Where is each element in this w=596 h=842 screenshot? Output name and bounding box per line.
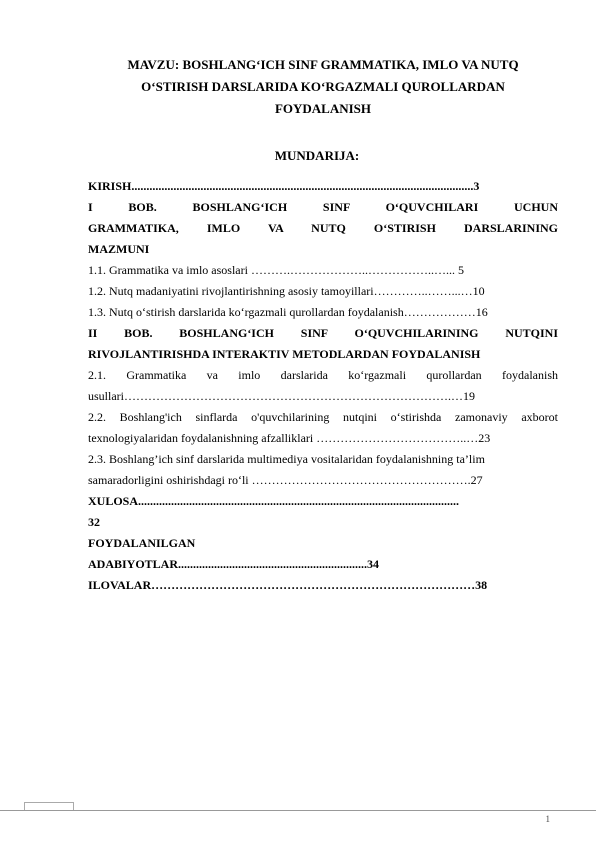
toc-chapter-1-line-3: MAZMUNI bbox=[88, 242, 150, 256]
toc-entry-kirish: KIRISH..................................................................................................................3 bbox=[88, 179, 480, 193]
toc-entry-1-3: 1.3. Nutq o‘stirish darslarida ko‘rgazmali qurollardan foydalanish………………16 bbox=[88, 305, 488, 319]
title-line-1: MAVZU: BOSHLANG‘ICH SINF GRAMMATIKA, IMLO VA NUTQ bbox=[127, 57, 519, 72]
toc-entry-2-1-line-1: 2.1. Grammatika va imlo darslarida ko‘rgazmali qurollardan foydalanish bbox=[88, 368, 558, 382]
footer-divider bbox=[0, 810, 596, 811]
toc-chapter-1-line-1: I BOB. BOSHLANG‘ICH SINF O‘QUVCHILARI UCHUN bbox=[88, 200, 558, 214]
title-line-3: FOYDALANISH bbox=[274, 101, 372, 116]
toc-chapter-2-line-1: II BOB. BOSHLANG‘ICH SINF O‘QUVCHILARINING NUTQINI bbox=[88, 326, 558, 340]
toc-entry-adabiyotlar-line-2: ADABIYOTLAR...............................................................34 bbox=[88, 557, 380, 571]
toc-entry-xulosa-line-2: 32 bbox=[88, 515, 100, 529]
toc-entry-2-2-line-2: texnologiyalaridan foydalanishning afzalliklari ………………………………..…23 bbox=[88, 431, 491, 445]
document-title bbox=[88, 54, 558, 120]
toc-entry-1-1: 1.1. Grammatika va imlo asoslari ……….………………..……………..…... 5 bbox=[88, 263, 464, 277]
toc-heading: MUNDARIJA: bbox=[274, 148, 360, 163]
toc-entry-xulosa-line-1: XULOSA........................................................................................................... bbox=[88, 494, 460, 508]
toc-chapter-2-line-2: RIVOJLANTIRISHDA INTERAKTIV METODLARDAN FOYDALANISH bbox=[88, 347, 481, 361]
toc-entry-adabiyotlar-line-1: FOYDALANILGAN bbox=[88, 536, 196, 550]
toc-entry-ilovalar: ILOVALAR………………………………………………………………………38 bbox=[88, 578, 488, 592]
toc-chapter-1-line-2: GRAMMATIKA, IMLO VA NUTQ O‘STIRISH DARSLARINING bbox=[88, 221, 558, 235]
toc-entry-2-1-line-2: usullari……………………………………………………………………….…19 bbox=[88, 389, 475, 403]
toc-entry-2-2-line-1: 2.2. Boshlang'ich sinflarda o'quvchilarining nutqini o‘stirishda zamonaviy axborot bbox=[88, 410, 558, 424]
page-number: 1 bbox=[545, 814, 550, 824]
title-line-2: O‘STIRISH DARSLARIDA KO‘RGAZMALI QUROLLARDAN bbox=[141, 79, 505, 94]
toc-entry-2-3-line-2: samaradorligini oshirishdagi ro‘li ……………………………………………….27 bbox=[88, 473, 483, 487]
table-of-contents bbox=[88, 176, 558, 596]
toc-entry-2-3-line-1: 2.3. Boshlang’ich sinf darslarida multimediya vositalaridan foydalanishning ta’lim bbox=[88, 452, 485, 466]
toc-entry-1-2: 1.2. Nutq madaniyatini rivojlantirishning asosiy tamoyillari…………..……...…10 bbox=[88, 284, 485, 298]
